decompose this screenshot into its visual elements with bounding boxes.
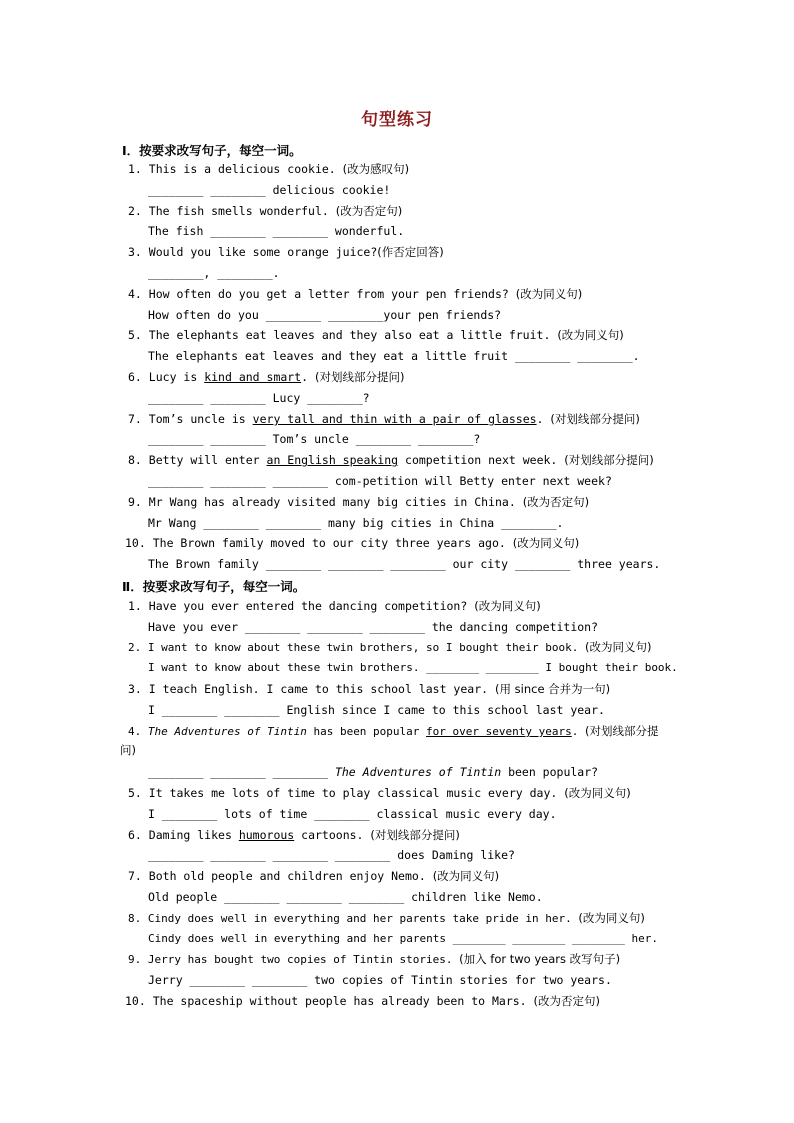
p1-q10-answer: The Brown family ________ ________ ________ our city ________ three years. xyxy=(148,557,661,571)
page-title: 句型练习 xyxy=(361,110,433,130)
section-1-heading: Ⅰ．按要求改写句子，每空一词。 xyxy=(122,143,302,158)
p2-q5: 5. It takes me lots of time to play classical music every day. (改为同义句) xyxy=(128,786,631,800)
p1-q8: 8. Betty will enter an English speaking competition next week. (对划线部分提问) xyxy=(128,453,654,467)
p2-q8-answer: Cindy does well in everything and her parents ________ ________ ________ her. xyxy=(148,932,658,945)
p1-q4: 4. How often do you get a letter from your pen friends? (改为同义句) xyxy=(128,287,583,301)
p2-q9: 9. Jerry has bought two copies of Tintin stories. (加入 for two years 改写句子) xyxy=(128,952,621,966)
p2-q6-answer: ________ ________ ________ ________ does Daming like? xyxy=(148,848,515,862)
p1-q7-answer: ________ ________ Tom’s uncle ________ ________? xyxy=(148,432,481,446)
p2-q10: 10. The spaceship without people has already been to Mars. (改为否定句) xyxy=(125,994,601,1008)
p1-q9: 9. Mr Wang has already visited many big cities in China. (改为否定句) xyxy=(128,495,590,509)
p1-q4-answer: How often do you ________ ________your pen friends? xyxy=(148,308,502,322)
p2-q7: 7. Both old people and children enjoy Nemo. (改为同义句) xyxy=(128,869,500,883)
p2-q3: 3. I teach English. I came to this school last year. (用 since 合并为一句) xyxy=(128,682,611,696)
p2-q2-answer: I want to know about these twin brothers. ________ ________ I bought their book. xyxy=(148,661,678,674)
p1-q8-answer: ________ ________ ________ com-petition will Betty enter next week? xyxy=(148,474,612,488)
p1-q2: 2. The fish smells wonderful. (改为否定句) xyxy=(128,204,403,218)
p2-q8: 8. Cindy does well in everything and her parents take pride in her. (改为同义句) xyxy=(128,911,645,925)
p1-q2-answer: The fish ________ ________ wonderful. xyxy=(148,224,405,238)
p1-q3: 3. Would you like some orange juice?(作否定回答) xyxy=(128,245,444,259)
p2-q2: 2. I want to know about these twin brothers, so I bought their book. (改为同义句) xyxy=(128,640,652,654)
p2-q3-answer: I ________ ________ English since I came to this school last year. xyxy=(148,703,605,717)
p1-q9-answer: Mr Wang ________ ________ many big cities in China ________. xyxy=(148,516,564,530)
p2-q1: 1. Have you ever entered the dancing competition? (改为同义句) xyxy=(128,599,541,613)
p1-q7: 7. Tom’s uncle is very tall and thin with a pair of glasses. (对划线部分提问) xyxy=(128,412,640,426)
p1-q1-answer: ________ ________ delicious cookie! xyxy=(148,183,391,197)
p1-q5: 5. The elephants eat leaves and they also eat a little fruit. (改为同义句) xyxy=(128,328,624,342)
p1-q10: 10. The Brown family moved to our city three years ago. (改为同义句) xyxy=(125,536,580,550)
section-2-heading: Ⅱ．按要求改写句子，每空一词。 xyxy=(122,579,306,594)
p1-q5-answer: The elephants eat leaves and they eat a little fruit ________ ________. xyxy=(148,349,640,363)
p1-q1: 1. This is a delicious cookie. (改为感叹句) xyxy=(128,162,410,176)
p1-q3-answer: ________, ________. xyxy=(148,266,280,280)
p2-q5-answer: I ________ lots of time ________ classical music every day. xyxy=(148,807,557,821)
p2-q9-answer: Jerry ________ ________ two copies of Tintin stories for two years. xyxy=(148,973,612,987)
p1-q6-answer: ________ ________ Lucy ________? xyxy=(148,391,370,405)
p2-q4-tip-cont: 问) xyxy=(120,743,136,757)
p2-q4: 4. The Adventures of Tintin has been popular for over seventy years. (对划线部分提 xyxy=(128,724,659,738)
p2-q7-answer: Old people ________ ________ ________ children like Nemo. xyxy=(148,890,543,904)
p2-q6: 6. Daming likes humorous cartoons. (对划线部分提问) xyxy=(128,828,460,842)
p2-q4-answer: ________ ________ ________ The Adventures of Tintin been popular? xyxy=(148,765,599,779)
p1-q6: 6. Lucy is kind and smart. (对划线部分提问) xyxy=(128,370,405,384)
p2-q1-answer: Have you ever ________ ________ ________ the dancing competition? xyxy=(148,620,599,634)
